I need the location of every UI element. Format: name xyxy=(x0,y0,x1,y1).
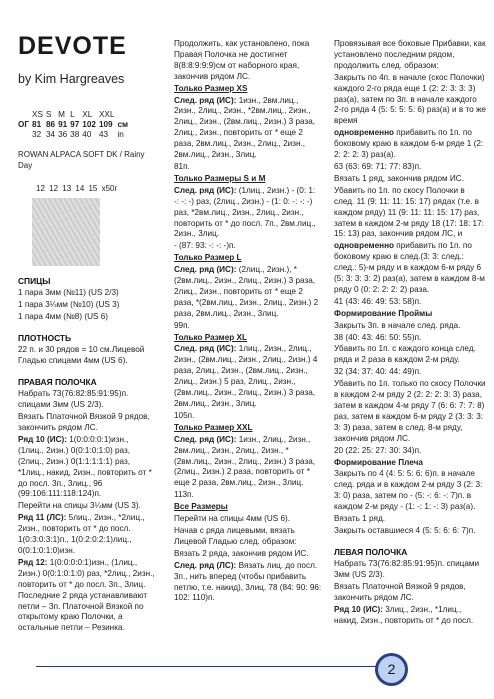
row-label: Ряд 11 (ЛС): xyxy=(18,513,67,523)
middle-column xyxy=(174,38,322,604)
instruction-paragraph: Вязать 1 ряд. xyxy=(334,514,385,524)
size-subheading: Только Размер XXL xyxy=(174,422,253,432)
instruction-paragraph: Убавить по 1п. по скосу Полочки в след. 11 (9: 11: 11: 15: 17) рядах (т.е. в каждом ряду) 11 (9: 11: 11: 15: 17) раз, затем в каждом 2-м ряду 18 (17: 18: 17: 15: 13) раз, закончив рядом ЛС, и xyxy=(334,185,484,239)
row-text: 1(0:0:0:0:1)изн., (1лиц., 2изн.) 0(0:1:0:1:0) раз, (2лиц., 2изн.) 0(1:1:1:1:1) раз, *1лиц., накид, 2изн., повторить от * до посл. 3п., 3лиц., 96 (99:106:111:118:124)п. xyxy=(18,434,152,499)
instruction-paragraph: Закрыть по 4 (4: 5: 5: 6: 6)п. в начале след. ряда и в каждом 2-м ряду 3 (2: 3: 3: 0) раза, затем по - (5: -: 6: -: 7)п. в каждом 2-м ряду - (1: -: 1: -: 3) раз(а). xyxy=(334,469,483,512)
sizes-cell: XS xyxy=(32,109,43,119)
row-label: След. ряд (ЛС): xyxy=(174,560,237,570)
pattern-title: DEVOTE xyxy=(18,32,127,60)
instruction-paragraph: Перейти на спицы 3¼мм (US 3). xyxy=(18,501,141,511)
subsection-heading: Формирование Проймы xyxy=(334,308,433,318)
row-label: Ряд 12: xyxy=(18,557,48,567)
row-label: След. ряд (ИС): xyxy=(174,434,237,444)
instruction-paragraph: 32 (34: 37: 40: 44: 49)п. xyxy=(334,367,422,377)
sizes-cell: XXL xyxy=(98,109,115,119)
row-label: одновременно xyxy=(334,128,395,138)
instruction-paragraph: Вязать Платочной Вязкой 9 рядов, закончить рядом ЛС. xyxy=(334,581,466,602)
subsection-heading: Формирование Плеча xyxy=(334,457,423,467)
row-text: 5лиц., 2изн., *2лиц., 2изн., повторить от * до посл. 1(0:3:0:3:1)п., 1(0:2:0:2:1)лиц., 0(0:1:0:1:0)изн. xyxy=(18,513,145,555)
sizes-cell: 34 xyxy=(45,130,56,140)
size-subheading: Только Размер L xyxy=(174,253,242,263)
row-label: След. ряд (ИС): xyxy=(174,344,237,354)
sizes-cell: XL xyxy=(82,109,93,119)
instruction-paragraph: - (87: 93: -: -: -)п. xyxy=(174,241,236,251)
sizes-og-row xyxy=(18,120,131,130)
sizes-cell xyxy=(18,110,32,120)
row-label: одновременно xyxy=(334,241,395,251)
sizes-cell: 86 xyxy=(45,119,56,129)
row-text: 1изн., 2лиц., 2изн., 2вм.лиц., 2изн., 2лиц., 2изн., *(2вм.лиц., 2изн., 2лиц., 2изн.) 3 раза, (2лиц., 2изн.) 2 раза, повторить от * еще 2 раза, 2вм.лиц., 2изн., 3лиц. xyxy=(174,434,316,488)
sizes-cell: 97 xyxy=(70,119,80,129)
sizes-cell: 109 xyxy=(98,119,113,129)
instruction-paragraph xyxy=(18,558,156,634)
instruction-paragraph: Вязать 1 ряд, закончив рядом ИС. xyxy=(334,173,464,183)
sizes-cell: 81 xyxy=(32,119,42,129)
sizes-labels-row xyxy=(18,110,131,120)
instruction-paragraph xyxy=(174,561,322,605)
instruction-paragraph xyxy=(334,128,486,161)
instruction-paragraph: Убавить по 1п. только по скосу Полочки в каждом 2-м ряду 2 (2: 2: 2: 3: 3) раза, затем в каждом 4-м ряду 7 (6: 6: 7: 7: 8) раз, затем в каждом 6-м ряду 2 (3: 3: 3: 3: 3) раза, затем в след. 8-м ряду, закончив рядом ЛС. xyxy=(334,379,486,443)
instruction-paragraph: 63 (63: 69: 71: 77: 83)п. xyxy=(334,161,422,171)
instruction-paragraph xyxy=(174,435,322,490)
instruction-paragraph xyxy=(174,265,322,320)
instruction-paragraph: Закрыть оставшиеся 4 (5: 5: 6: 6: 7)п. xyxy=(334,525,476,535)
instruction-paragraph: Начав с ряда лицевыми, вязать Лицевой Гладью след. образом: xyxy=(174,525,297,546)
size-subheading: Все Размеры xyxy=(174,502,228,512)
sizes-cell: ОГ xyxy=(18,119,30,129)
instruction-paragraph: 41 (43: 46: 49: 53: 58)п. xyxy=(334,296,422,306)
instruction-paragraph: Провязывая все боковые Прибавки, как установлено последним рядом, продолжить след. образом: xyxy=(334,39,486,70)
sizes-table xyxy=(18,110,131,141)
row-text: Вязать лиц. до посл. 3п., нить вперед (чтобы прибавить петлю, т.е. накид), 3лиц. 78 (84: 90: 96: 102: 110)п. xyxy=(174,560,322,603)
col2-text xyxy=(174,39,322,604)
instruction-paragraph xyxy=(18,513,156,557)
row-text: 3лиц., 2изн., *1лиц., накид, 2изн., повторить от * до посл. xyxy=(334,604,474,625)
col3-text xyxy=(334,39,486,626)
row-text: прибавить по 1п. по боковому краю в след.(3: 3: след.: след.: 5)-м ряду и в каждом 6-м ряду 6 (5: 3: 3: 3: 2) раз(а), затем в каждом 8-м ряду 0 (0: 2: 2: 2: 2) раза. xyxy=(334,241,485,294)
instruction-paragraph: Набрать 73(76:82:85:91:95)п. спицами 3мм (US 2/3). xyxy=(334,559,480,579)
section-heading: СПИЦЫ xyxy=(18,276,51,287)
yarn-swatch-image xyxy=(32,198,100,266)
row-label: След. ряд (ИС): xyxy=(174,95,237,105)
left-column xyxy=(18,34,156,634)
sizes-inches-row xyxy=(18,130,131,140)
row-text: 1изн., 2вм.лиц., 2изн., 2лиц., 2изн., *2вм.лиц., 2изн., 2лиц., 2изн., (2вм.лиц., 2изн.) 3 раза, 2лиц., 2изн., повторить от * еще 2 раза, 2вм.лиц., 2изн., 2лиц., 2изн., 2вм.лиц., 2изн., 3лиц. xyxy=(174,95,316,160)
sizes-cell: 91 xyxy=(58,119,68,129)
instruction-paragraph: 113п. xyxy=(174,490,194,500)
pattern-author: by Kim Hargreaves xyxy=(18,72,125,86)
instruction-paragraph: Набрать 73(76:82:85:91:95)п. спицами 3мм (US 2/3). xyxy=(18,389,129,410)
size-subheading: Только Размеры S и M xyxy=(174,173,266,183)
sizes-cell: 43 xyxy=(98,130,109,140)
sizes-cell: 38 xyxy=(70,130,80,140)
instruction-paragraph xyxy=(174,186,322,241)
sizes-cell xyxy=(117,110,131,120)
instruction-paragraph xyxy=(174,344,322,409)
instruction-paragraph: 22 п. и 30 рядов = 10 см.Лицевой Гладью спицами 4мм (US 6). xyxy=(18,345,145,366)
sizes-cell: 102 xyxy=(82,119,96,129)
instruction-paragraph: 1 пара 3¼мм (№10) (US 3) xyxy=(18,300,120,310)
section-heading: ЛЕВАЯ ПОЛОЧКА xyxy=(334,546,408,557)
sizes-cell: см xyxy=(117,119,129,129)
section-heading: ПЛОТНОСТЬ xyxy=(18,333,72,344)
instruction-paragraph: 81п. xyxy=(174,161,190,171)
row-text: 1лиц., 2изн., 2лиц., 2изн., (2вм.лиц., 2изн., 2лиц., 2изн.) 4 раза, 2лиц., 2изн., (2вм.лиц., 2изн., 2лиц., 2изн.) 5 раз, 2лиц., 2изн., (2вм.лиц., 2изн., 2лиц., 2изн.) 3 раза, 2вм.лиц., 2изн., 3лиц. xyxy=(174,344,318,408)
page-number-badge xyxy=(375,653,408,686)
instruction-paragraph: 99п. xyxy=(174,320,190,330)
instruction-paragraph: Закрыть по 4п. в начале (скос Полочки) каждого 2-го ряда еще 1 (2: 2: 3: 3: 3) раз(а), затем по 3п. в начале каждого 2-го ряда 4 (5: 5: 5: 5: 6) раз(а) и в то же время xyxy=(334,72,486,126)
sizes-cell: in xyxy=(117,130,124,140)
sizes-cell: L xyxy=(70,109,75,119)
instruction-paragraph: 20 (22: 25: 27: 30: 34)п. xyxy=(334,445,422,455)
sizes-cell: M xyxy=(58,109,65,119)
row-text: прибавить по 1п. по боковому краю в каждом 6-м ряде 1 (2: 2: 2: 2: 3) раз(а). xyxy=(334,128,484,160)
instruction-paragraph: Вязать Платочной Вязкой 9 рядов, закончить рядом ЛС. xyxy=(18,412,150,433)
instruction-paragraph xyxy=(174,96,322,161)
instruction-paragraph: Закрыть 3п. в начале след. ряда. xyxy=(334,320,461,330)
instruction-paragraph xyxy=(334,241,486,296)
instruction-paragraph: Вязать 2 ряда, закончив рядом ИС. xyxy=(174,548,309,558)
instruction-paragraph xyxy=(18,435,156,500)
instruction-paragraph: 105п. xyxy=(174,410,195,420)
row-label: След. ряд (ИС): xyxy=(174,265,237,275)
row-text: (1лиц., 2изн.) - (0: 1: -: -: -) раз, (2лиц., 2изн.) - (1: 0: -: -: -) раз, *2вм.лиц., 2изн., 2лиц., 2изн., повторить от * до посл. 7п., 2вм.лиц., 2изн., 3лиц. xyxy=(174,185,316,239)
sizes-cell: 36 xyxy=(58,130,68,140)
instruction-paragraph xyxy=(334,605,486,627)
row-text: 1(0:0:0:0:1)изн., (1лиц., 2изн.) 0(0:1:0:1:0) раз, *2лиц., 2изн., повторить от * до посл. 3п., 3лиц. Последние 2 ряда устанавливают петли – Зп. Платочной Вязкой по открытому краю Полочки, а остальные петли – Резинка. xyxy=(18,557,155,633)
instruction-paragraph: Продолжить, как установлено, пока Правая Полочка не достигнет 8(8:8:9:9:9)см от наборного края, закончив рядом ЛС. xyxy=(174,39,310,81)
col1-text xyxy=(18,276,156,634)
page-number: 2 xyxy=(378,656,405,683)
instruction-paragraph: 1 пара 4мм (№8) (US 6) xyxy=(18,312,109,322)
yarn-quantities: 12 12 13 14 15 x50г xyxy=(36,183,118,193)
instruction-paragraph: 1 пара 3мм (№11) (US 2/3) xyxy=(18,288,119,298)
row-text: (2лиц., 2изн.), *(2вм.лиц., 2изн., 2лиц., 2изн.) 3 раза, 2лиц., 2изн., повторить от * еще 2 раза, *(2вм.лиц., 2изн., 2лиц., 2изн.) 2 раза, 2вм.лиц., 2изн., 3лиц. xyxy=(174,265,319,318)
right-column xyxy=(334,38,486,626)
sizes-cell: 32 xyxy=(32,130,42,140)
sizes-cell: 40 xyxy=(82,130,92,140)
instruction-paragraph: Перейти на спицы 4мм (US 6). xyxy=(174,514,291,524)
row-label: Ряд 10 (ИС): xyxy=(18,434,67,444)
yarn-name: ROWAN ALPACA SOFT DK / Rainy Day xyxy=(18,150,145,170)
sizes-cell: S xyxy=(45,109,52,119)
size-subheading: Только Размер XL xyxy=(174,332,248,342)
section-heading: ПРАВАЯ ПОЛОЧКА xyxy=(18,377,97,388)
instruction-paragraph: 38 (40: 43: 46: 50: 55)п. xyxy=(334,332,422,342)
size-subheading: Только Размер XS xyxy=(174,83,248,93)
instruction-paragraph: Убавить по 1п. с каждого конца след. ряда и 2 раза в каждом 2-м ряду. xyxy=(334,344,476,365)
footer-rule xyxy=(36,666,376,667)
row-label: След. ряд (ИС): xyxy=(174,185,237,195)
sizes-cell xyxy=(18,130,32,140)
row-label: Ряд 10 (ИС): xyxy=(334,604,383,614)
